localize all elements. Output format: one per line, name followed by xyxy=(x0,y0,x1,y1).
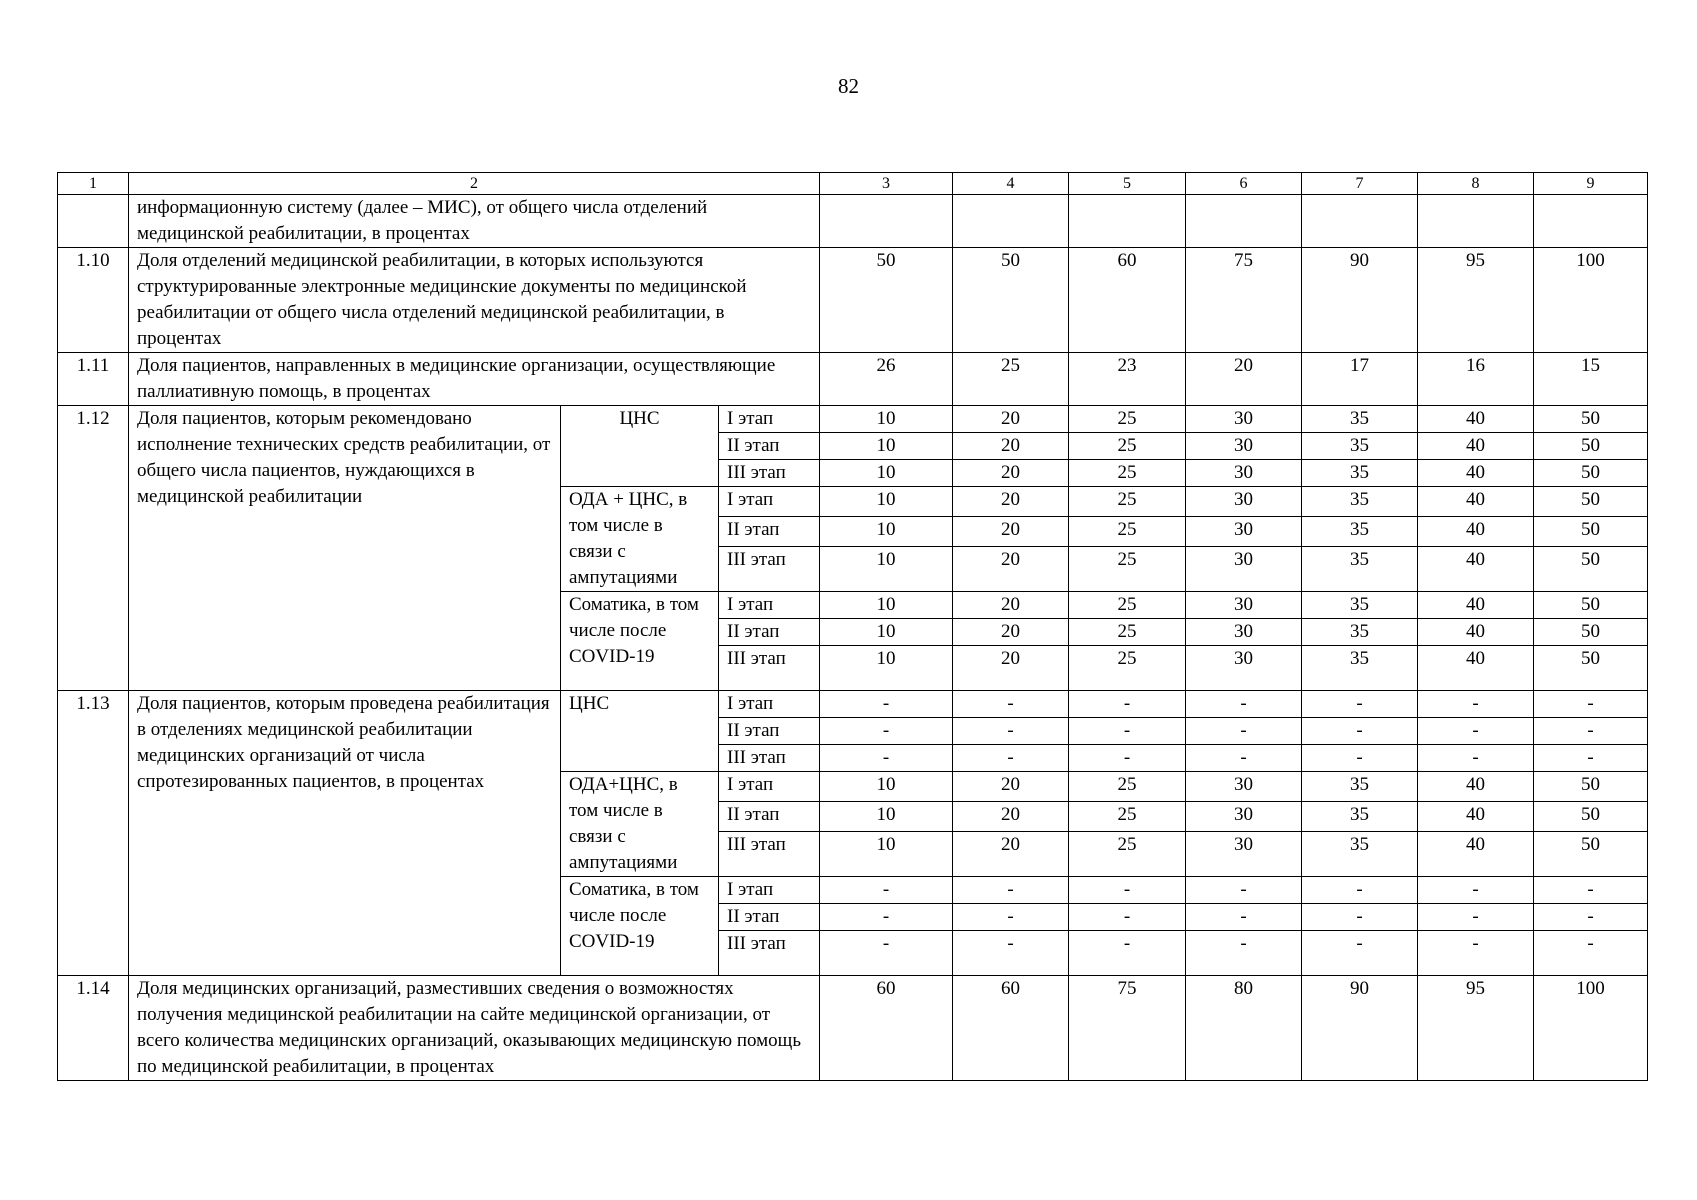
value-cell: 30 xyxy=(1186,619,1302,646)
stage-label: I этап xyxy=(719,691,820,718)
value-cell: 50 xyxy=(1534,619,1648,646)
value-cell: 50 xyxy=(1534,487,1648,517)
value-cell: 20 xyxy=(953,802,1069,832)
value-cell: - xyxy=(820,718,953,745)
table-row xyxy=(58,248,1648,353)
value-cell: 25 xyxy=(1069,802,1186,832)
indicator-description: информационную систему (далее – МИС), от общего числа отделений медицинской реабилитации, в процентах xyxy=(129,195,820,248)
row-number: 1.13 xyxy=(58,691,129,976)
value-cell xyxy=(1418,195,1534,248)
value-cell: 25 xyxy=(1069,406,1186,433)
value-cell: 50 xyxy=(1534,433,1648,460)
value-cell: 50 xyxy=(1534,592,1648,619)
header-cell: 6 xyxy=(1186,173,1302,195)
value-cell: 35 xyxy=(1302,592,1418,619)
value-cell: 16 xyxy=(1418,353,1534,406)
table-row xyxy=(58,691,1648,718)
value-cell: - xyxy=(1534,931,1648,976)
value-cell: 10 xyxy=(820,517,953,547)
value-cell: 20 xyxy=(953,460,1069,487)
value-cell: 25 xyxy=(1069,547,1186,592)
value-cell: 80 xyxy=(1186,976,1302,1081)
value-cell: 10 xyxy=(820,592,953,619)
value-cell xyxy=(1302,195,1418,248)
value-cell: - xyxy=(820,931,953,976)
value-cell: 40 xyxy=(1418,832,1534,877)
indicator-description: Доля пациентов, направленных в медицинские организации, осуществляющие паллиативную помощь, в процентах xyxy=(129,353,820,406)
page-number: 82 xyxy=(838,74,859,98)
header-cell: 8 xyxy=(1418,173,1534,195)
value-cell: - xyxy=(1186,931,1302,976)
value-cell: 10 xyxy=(820,406,953,433)
value-cell: 35 xyxy=(1302,802,1418,832)
value-cell: 40 xyxy=(1418,433,1534,460)
value-cell: 20 xyxy=(953,646,1069,691)
category-label: ОДА + ЦНС, в том числе в связи с ампутациями xyxy=(561,487,719,592)
value-cell: 95 xyxy=(1418,976,1534,1081)
value-cell: 25 xyxy=(1069,592,1186,619)
value-cell: 30 xyxy=(1186,547,1302,592)
value-cell xyxy=(1186,195,1302,248)
value-cell: 25 xyxy=(1069,646,1186,691)
value-cell xyxy=(953,195,1069,248)
value-cell: 40 xyxy=(1418,619,1534,646)
value-cell: 30 xyxy=(1186,517,1302,547)
header-cell: 1 xyxy=(58,173,129,195)
value-cell: 20 xyxy=(953,547,1069,592)
value-cell: 50 xyxy=(1534,517,1648,547)
value-cell: - xyxy=(1069,691,1186,718)
category-label: Соматика, в том числе после COVID-19 xyxy=(561,877,719,976)
value-cell: 10 xyxy=(820,460,953,487)
value-cell: 35 xyxy=(1302,406,1418,433)
value-cell: 50 xyxy=(820,248,953,353)
value-cell: 25 xyxy=(1069,433,1186,460)
value-cell: 40 xyxy=(1418,460,1534,487)
value-cell: - xyxy=(1302,931,1418,976)
value-cell: 30 xyxy=(1186,772,1302,802)
indicators-table xyxy=(57,172,1648,1081)
value-cell: 10 xyxy=(820,487,953,517)
header-cell: 4 xyxy=(953,173,1069,195)
value-cell: 20 xyxy=(953,772,1069,802)
stage-label: III этап xyxy=(719,745,820,772)
header-cell: 7 xyxy=(1302,173,1418,195)
stage-label: I этап xyxy=(719,772,820,802)
value-cell: 15 xyxy=(1534,353,1648,406)
value-cell: 50 xyxy=(1534,406,1648,433)
stage-label: II этап xyxy=(719,517,820,547)
value-cell: - xyxy=(1069,877,1186,904)
value-cell: 10 xyxy=(820,802,953,832)
row-number: 1.12 xyxy=(58,406,129,691)
value-cell: - xyxy=(953,691,1069,718)
value-cell: 10 xyxy=(820,547,953,592)
value-cell: 20 xyxy=(953,406,1069,433)
table-row xyxy=(58,195,1648,248)
value-cell: - xyxy=(953,931,1069,976)
value-cell: 35 xyxy=(1302,547,1418,592)
value-cell: 40 xyxy=(1418,517,1534,547)
header-cell: 3 xyxy=(820,173,953,195)
value-cell: - xyxy=(1186,718,1302,745)
header-row xyxy=(58,173,1648,195)
indicator-description: Доля отделений медицинской реабилитации, в которых используются структурированные электронные медицинские документы по медицинской реабилитации от общего числа отделений медицинской реабилитации, в процентах xyxy=(129,248,820,353)
stage-label: I этап xyxy=(719,487,820,517)
value-cell: 35 xyxy=(1302,646,1418,691)
value-cell: 26 xyxy=(820,353,953,406)
value-cell: 50 xyxy=(953,248,1069,353)
value-cell: 100 xyxy=(1534,248,1648,353)
value-cell: 40 xyxy=(1418,592,1534,619)
value-cell: - xyxy=(820,877,953,904)
value-cell: 90 xyxy=(1302,248,1418,353)
value-cell: 20 xyxy=(953,487,1069,517)
value-cell: 35 xyxy=(1302,832,1418,877)
category-label: ОДА+ЦНС, в том числе в связи с ампутациями xyxy=(561,772,719,877)
stage-label: II этап xyxy=(719,433,820,460)
value-cell: - xyxy=(1069,931,1186,976)
stage-label: III этап xyxy=(719,547,820,592)
value-cell: 25 xyxy=(1069,772,1186,802)
table-row xyxy=(58,406,1648,433)
row-number: 1.11 xyxy=(58,353,129,406)
value-cell: 40 xyxy=(1418,646,1534,691)
value-cell: - xyxy=(953,877,1069,904)
table-row xyxy=(58,353,1648,406)
value-cell: 40 xyxy=(1418,547,1534,592)
value-cell: 30 xyxy=(1186,592,1302,619)
value-cell: - xyxy=(1534,745,1648,772)
value-cell: 50 xyxy=(1534,460,1648,487)
category-label: ЦНС xyxy=(561,406,719,487)
value-cell: - xyxy=(1534,904,1648,931)
row-number xyxy=(58,195,129,248)
value-cell: 10 xyxy=(820,772,953,802)
value-cell: - xyxy=(1302,904,1418,931)
value-cell: - xyxy=(1186,904,1302,931)
value-cell: - xyxy=(1186,691,1302,718)
value-cell: 50 xyxy=(1534,646,1648,691)
value-cell: 75 xyxy=(1069,976,1186,1081)
value-cell: - xyxy=(1069,904,1186,931)
stage-label: II этап xyxy=(719,619,820,646)
value-cell: - xyxy=(1534,877,1648,904)
value-cell: 30 xyxy=(1186,406,1302,433)
value-cell: 10 xyxy=(820,619,953,646)
value-cell: - xyxy=(953,904,1069,931)
stage-label: I этап xyxy=(719,406,820,433)
value-cell: - xyxy=(820,904,953,931)
value-cell: 10 xyxy=(820,832,953,877)
value-cell: - xyxy=(1186,745,1302,772)
value-cell: - xyxy=(1418,745,1534,772)
value-cell: 20 xyxy=(953,433,1069,460)
value-cell: - xyxy=(1302,691,1418,718)
value-cell: 35 xyxy=(1302,460,1418,487)
value-cell: - xyxy=(1418,904,1534,931)
value-cell: - xyxy=(1534,718,1648,745)
stage-label: III этап xyxy=(719,931,820,976)
value-cell: 40 xyxy=(1418,406,1534,433)
value-cell: 50 xyxy=(1534,547,1648,592)
value-cell: - xyxy=(1418,877,1534,904)
value-cell xyxy=(1069,195,1186,248)
value-cell: 25 xyxy=(1069,487,1186,517)
value-cell: 17 xyxy=(1302,353,1418,406)
stage-label: III этап xyxy=(719,832,820,877)
value-cell: 25 xyxy=(1069,517,1186,547)
value-cell: - xyxy=(1418,718,1534,745)
value-cell: 40 xyxy=(1418,487,1534,517)
value-cell: 60 xyxy=(1069,248,1186,353)
value-cell: 100 xyxy=(1534,976,1648,1081)
value-cell: 30 xyxy=(1186,832,1302,877)
value-cell: - xyxy=(1186,877,1302,904)
value-cell: 60 xyxy=(820,976,953,1081)
stage-label: II этап xyxy=(719,904,820,931)
value-cell: - xyxy=(820,745,953,772)
value-cell: - xyxy=(953,745,1069,772)
value-cell: 95 xyxy=(1418,248,1534,353)
value-cell: 35 xyxy=(1302,619,1418,646)
value-cell: - xyxy=(1069,745,1186,772)
stage-label: I этап xyxy=(719,592,820,619)
table-row xyxy=(58,976,1648,1081)
value-cell: 10 xyxy=(820,646,953,691)
value-cell xyxy=(1534,195,1648,248)
value-cell: 40 xyxy=(1418,802,1534,832)
value-cell: 35 xyxy=(1302,517,1418,547)
value-cell: - xyxy=(1418,931,1534,976)
value-cell: 75 xyxy=(1186,248,1302,353)
value-cell: 30 xyxy=(1186,646,1302,691)
value-cell: 40 xyxy=(1418,772,1534,802)
value-cell: 30 xyxy=(1186,487,1302,517)
value-cell: 25 xyxy=(1069,832,1186,877)
value-cell: 50 xyxy=(1534,802,1648,832)
value-cell: 90 xyxy=(1302,976,1418,1081)
value-cell: 30 xyxy=(1186,433,1302,460)
value-cell: 10 xyxy=(820,433,953,460)
value-cell: 30 xyxy=(1186,460,1302,487)
value-cell: 25 xyxy=(1069,460,1186,487)
row-number: 1.10 xyxy=(58,248,129,353)
value-cell: - xyxy=(1302,745,1418,772)
value-cell: - xyxy=(1418,691,1534,718)
header-cell: 9 xyxy=(1534,173,1648,195)
stage-label: II этап xyxy=(719,718,820,745)
row-number: 1.14 xyxy=(58,976,129,1081)
value-cell: 35 xyxy=(1302,433,1418,460)
value-cell: 23 xyxy=(1069,353,1186,406)
value-cell: - xyxy=(1302,877,1418,904)
indicator-description: Доля пациентов, которым рекомендовано исполнение технических средств реабилитации, от общего числа пациентов, нуждающихся в медицинской реабилитации xyxy=(129,406,561,691)
value-cell: 35 xyxy=(1302,487,1418,517)
stage-label: III этап xyxy=(719,460,820,487)
value-cell: - xyxy=(953,718,1069,745)
value-cell: 20 xyxy=(953,619,1069,646)
value-cell: 20 xyxy=(953,517,1069,547)
value-cell: 50 xyxy=(1534,772,1648,802)
value-cell: - xyxy=(820,691,953,718)
header-cell: 2 xyxy=(129,173,820,195)
stage-label: III этап xyxy=(719,646,820,691)
value-cell: - xyxy=(1302,718,1418,745)
value-cell: - xyxy=(1534,691,1648,718)
value-cell: 60 xyxy=(953,976,1069,1081)
stage-label: II этап xyxy=(719,802,820,832)
value-cell: 50 xyxy=(1534,832,1648,877)
category-label: ЦНС xyxy=(561,691,719,772)
category-label: Соматика, в том числе после COVID-19 xyxy=(561,592,719,691)
indicator-description: Доля медицинских организаций, разместивших сведения о возможностях получения медицинской реабилитации на сайте медицинской организации, от всего количества медицинских организаций, оказывающих медицинскую помощь по медицинской реабилитации, в процентах xyxy=(129,976,820,1081)
value-cell: 20 xyxy=(1186,353,1302,406)
value-cell: - xyxy=(1069,718,1186,745)
value-cell: 20 xyxy=(953,832,1069,877)
value-cell: 35 xyxy=(1302,772,1418,802)
stage-label: I этап xyxy=(719,877,820,904)
value-cell: 30 xyxy=(1186,802,1302,832)
value-cell: 25 xyxy=(1069,619,1186,646)
indicator-description: Доля пациентов, которым проведена реабилитация в отделениях медицинской реабилитации медицинских организаций от числа спротезированных пациентов, в процентах xyxy=(129,691,561,976)
value-cell: 20 xyxy=(953,592,1069,619)
value-cell: 25 xyxy=(953,353,1069,406)
header-cell: 5 xyxy=(1069,173,1186,195)
value-cell xyxy=(820,195,953,248)
